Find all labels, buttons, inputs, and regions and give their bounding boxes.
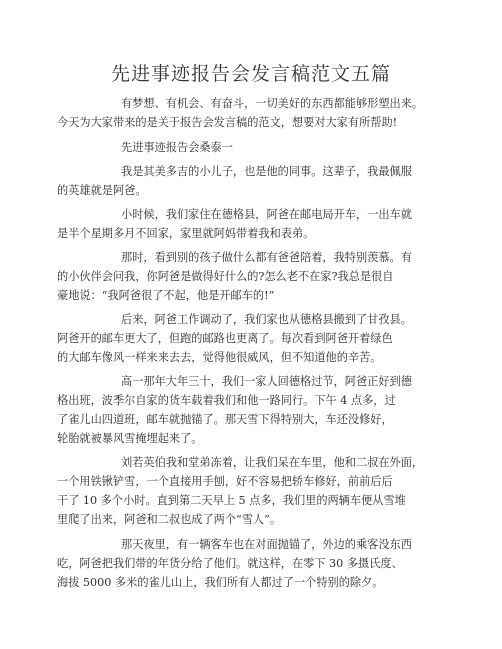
paragraph-line: 格出班，波季尔自家的货车载着我们和他一路同行。下午 4 点多，过: [57, 394, 396, 407]
paragraph: [57, 205, 437, 243]
paragraph: [57, 535, 437, 592]
paragraph-line: 的大邮车像风一样来来去去，觉得他很威风，但不知道他的辛苦。: [57, 351, 382, 364]
paragraph-line: 一个用铁锹铲雪，一个直接用手刨，好不容易把轿车修好，前前后后: [57, 475, 393, 488]
paragraph-line: 高一那年大年三十，我们一家人回德格过节，阿爸正好到德: [121, 375, 412, 388]
paragraph: [57, 162, 437, 200]
paragraph: [57, 453, 437, 529]
paragraph-line: 刘若英伯我和堂弟冻着，让我们呆在车里，他和二叔在外面，: [121, 456, 424, 469]
paragraph-line: 阿爸开的邮车更大了，但跑的邮路也更离了。每次看到阿爸开着绿色: [57, 332, 393, 345]
paragraph-line: 今天为大家带来的是关于报告会发言稿的范文，想要对大家有所帮助!: [57, 116, 398, 129]
paragraph: [57, 248, 437, 305]
paragraph-line: 干了 10 多个小时。直到第二天早上 5 点多，我们里的两辆车便从雪堆: [57, 494, 406, 507]
paragraph-line: 的英雄就是阿爸。: [57, 184, 147, 197]
paragraph-line: 里爬了出来，阿爸和二叔也成了两个“雪人”。: [57, 513, 282, 526]
paragraph-line: 豪地说：“我阿爸很了不起，他是开邮车的!”: [57, 289, 275, 302]
paragraph-line: 小时候，我们家住在德格县，阿爸在邮电局开车，一出车就: [121, 208, 412, 221]
paragraph-line: 海拔 5000 多米的雀儿山上，我们所有人都过了一个特别的除夕。: [57, 576, 384, 589]
paragraph-line: 那天夜里，有一辆客车也在对面抛锚了，外边的乘客没东西: [121, 538, 412, 551]
paragraph-line: 了雀儿山四道班，邮车就抛锚了。那天雪下得特别大，车还没修好，: [57, 413, 393, 426]
paragraph-line: 轮胎就被暴风雪掩埋起来了。: [57, 432, 203, 445]
paragraph-line: 先进事迹报告会桑泰一: [121, 141, 233, 154]
paragraph-line: 的小伙伴会问我，你阿爸是做得好什么的?怎么老不在家?我总是很自: [57, 270, 394, 283]
paragraph-line: 是半个星期多月不回家，家里就阿妈带着我和表弟。: [57, 227, 315, 240]
paragraph: [57, 372, 437, 448]
paragraph: [57, 310, 437, 367]
paragraph-line: 我是其美多吉的小儿子，也是他的同事。这辈子，我最佩服: [121, 165, 412, 178]
paragraph-line: 后来，阿爸工作调动了，我们家也从德格县搬到了甘孜县。: [121, 313, 412, 326]
paragraph-line: 吃，阿爸把我们带的年货分给了他们。就这样，在零下 30 多摄氏度、: [57, 557, 403, 570]
paragraph-subtitle: [57, 138, 437, 157]
paragraph-intro: [57, 94, 437, 132]
paragraph-line: 那时，看到别的孩子做什么都有爸爸陪着，我特别羡慕。有: [121, 251, 412, 264]
document-title: 先进事迹报告会发言稿范文五篇: [110, 63, 391, 85]
paragraph-line: 有梦想、有机会、有奋斗，一切美好的东西都能够形塑出来。: [121, 97, 424, 110]
